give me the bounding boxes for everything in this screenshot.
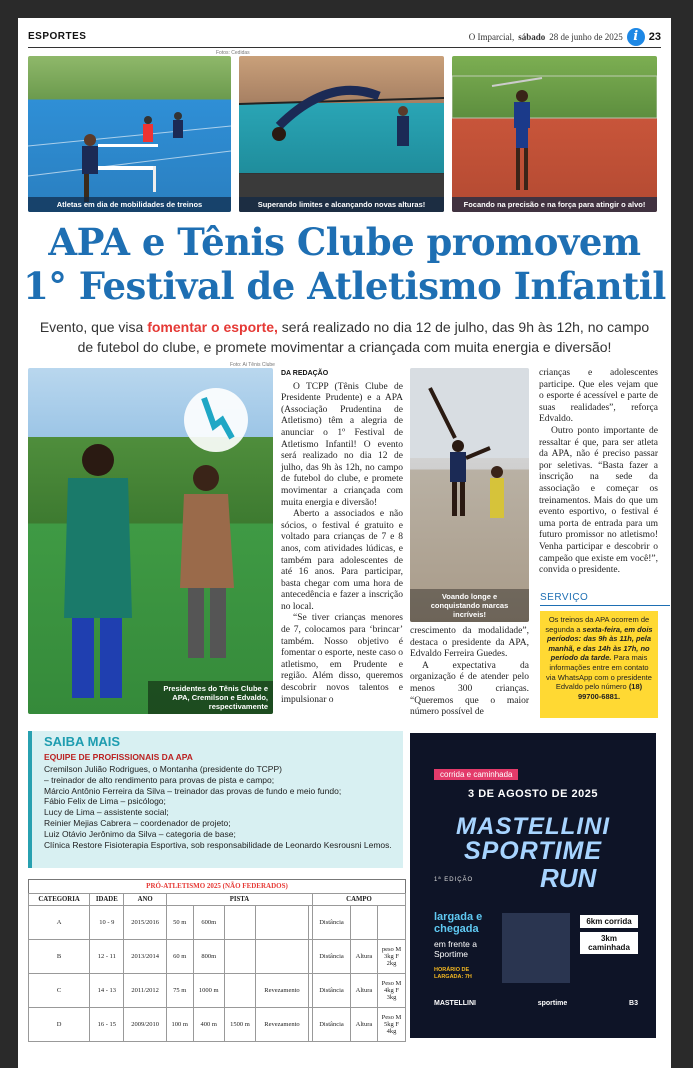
subhead-emphasis: fomentar o esporte,: [147, 319, 278, 335]
ad-logo-b3: B3: [629, 1000, 638, 1007]
ad-pill: corrida e caminhada: [434, 769, 518, 780]
photo-long-jump: [410, 368, 529, 622]
table-cell: Peso M 4kg F 3kg: [378, 974, 406, 1008]
table-cell: 10 - 9: [90, 906, 124, 940]
page-number: 23: [648, 30, 661, 43]
page-header: [28, 26, 661, 48]
saiba-mais-box: [28, 731, 403, 868]
list-item: Reinier Mejias Cabrera – coordenador de projeto;: [44, 817, 231, 828]
ad-logo-mastellini: MASTELLINI: [434, 1000, 476, 1007]
newspaper-logo-icon: i: [627, 28, 645, 46]
table-cell: D: [29, 1008, 90, 1042]
servico-hours: sexta-feira, em dois períodos: das 9h às 11h, pela manhã, e das 14h às 17h, no período da tarde.: [546, 624, 653, 663]
list-item: Fábio Felix de Lima – psicólogo;: [44, 796, 166, 807]
table-cell: 16 - 15: [90, 1008, 124, 1042]
table-cell: 1000 m: [193, 974, 224, 1008]
table-cell: C: [29, 974, 90, 1008]
table-cell: Distância: [313, 940, 351, 974]
advertisement-run[interactable]: [410, 733, 656, 1038]
paragraph: “Se tiver crianças menores de 7, colocamos para ‘brincar’ também. Nosso objetivo é fomentar o esporte, neste caso o atletismo, em Prudente e região. Além disso, queremos descobrir novos talentos e impulsionar o: [281, 613, 403, 705]
table-cell: 100 m: [166, 1008, 193, 1042]
table-cell: Peso M 5kg F 4kg: [378, 1008, 406, 1042]
ad-horario: HORÁRIO DE LARGADA: 7H: [434, 967, 472, 980]
ad-km-6: 6km corrida: [580, 915, 638, 928]
ad-brand-1: MASTELLINI: [456, 813, 610, 840]
servico-contact: Para mais informações entre em contato via WhatsApp com o presidente Edvaldo pelo número: [546, 653, 652, 692]
servico-box: [540, 611, 658, 718]
list-item: Clínica Restore Fisioterapia Esportiva, sob responsabilidade de Leonardo Kesrousni Lemos.: [44, 839, 392, 850]
table-cell: 2013/2014: [124, 940, 166, 974]
photo-javelin: [452, 56, 657, 212]
table-cell: [224, 906, 255, 940]
table-row: [29, 940, 406, 974]
photo-credit: Foto: Ai Tênis Clube: [230, 362, 275, 368]
list-item: Cremilson Julião Rodrigues, o Montanha (presidente do TCPP): [44, 764, 282, 774]
paragraph: A expectativa da organização é de atender pelo menos 300 crianças. “Queremos que o maior número possível de: [410, 660, 529, 718]
table-cell: A: [29, 906, 90, 940]
table-cell: Altura: [350, 1008, 377, 1042]
table-cell: B: [29, 940, 90, 974]
photo-hurdles: [28, 56, 231, 212]
photo-javelin-art: [452, 56, 657, 212]
table-cell: [378, 906, 406, 940]
table-header: CAMPO: [313, 893, 406, 905]
paragraph: Outro ponto importante de ressaltar é que, para ser atleta da APA, não é preciso passar por seletivas. “Basta fazer a inscrição na sede da associação e começar os treinamentos. Mais do que um evento esportivo, o festival é uma porta de entrada para um futuro promissor no atletismo! Venha participar e descobrir o campeão que existe em você!”, convida o presidente.: [539, 425, 658, 576]
paper-name: O Imparcial,: [468, 31, 515, 42]
ad-logo-sportime: sportime: [537, 1000, 568, 1007]
photo-high-jump: [239, 56, 444, 212]
table-cell: 50 m: [166, 906, 193, 940]
section-name: ESPORTES: [28, 31, 87, 42]
headline-line-2: 1° Festival de Atletismo Infantil: [23, 264, 666, 308]
list-item: – treinador de alto rendimento para provas de pista e campo;: [44, 774, 275, 785]
table-header: CATEGORIA: [29, 893, 90, 905]
ad-building-image: [502, 913, 570, 983]
table-cell: [350, 906, 377, 940]
table-cell: 1500 m: [224, 1008, 255, 1042]
table-cell: peso M 3kg F 2kg: [378, 940, 406, 974]
subheadline: [34, 317, 655, 357]
table-cell: Revezamento: [256, 1008, 309, 1042]
table-cell: [224, 974, 255, 1008]
list-item: Márcio Antônio Ferreira da Silva – treinador das provas de fundo e meio fundo;: [44, 785, 342, 796]
table-row: [29, 1008, 406, 1042]
date: 28 de junho de 2025: [549, 31, 623, 42]
ad-km-3: 3km caminhada: [580, 932, 638, 954]
table-cell: 800m: [193, 940, 224, 974]
photo-credit: Fotos: Cedidas: [216, 50, 250, 56]
table-cell: 2015/2016: [124, 906, 166, 940]
ad-distances: [580, 915, 638, 958]
subhead-post: será realizado no dia 12 de julho, das 9h às 12h, no campo de futebol do clube, e promete movimentar a criançada com muita energia e diversão!: [77, 319, 650, 355]
article-column-2: [410, 626, 529, 719]
table-cell: 60 m: [166, 940, 193, 974]
table-cell: Altura: [350, 940, 377, 974]
ad-local: em frente a Sportime: [434, 939, 477, 959]
servico-phone: (18) 99700-6881.: [577, 682, 643, 701]
photo-caption: Presidentes do Tênis Clube e APA, Cremilson e Edvaldo, respectivamente: [148, 681, 273, 714]
saiba-mais-title: SAIBA MAIS: [44, 734, 121, 749]
photo-presidents-art: [28, 368, 273, 714]
photo-caption: Voando longe e conquistando marcas incríveis!: [410, 589, 529, 622]
paragraph: Aberto a associados e não sócios, o festival é gratuito e voltado para crianças de 7 e 8 anos, com atividades lúdicas, e também para adolescentes de até 16 anos. Para participar, basta chegar com uma hora de antecedência e fazer a inscrição no local.: [281, 509, 403, 612]
headline-line-1: APA e Tênis Clube promovem: [48, 220, 641, 264]
ad-brand-3: RUN: [540, 863, 597, 893]
photo-high-jump-art: [239, 56, 444, 212]
table-cell: 2011/2012: [124, 974, 166, 1008]
list-item: Luiz Otávio Jerônimo da Silva – categoria de base;: [44, 828, 236, 839]
table-header: PISTA: [166, 893, 312, 905]
table-cell: 2009/2010: [124, 1008, 166, 1042]
table-cell: Distância: [313, 1008, 351, 1042]
weekday: sábado: [518, 31, 546, 42]
ad-sponsor-logos: [434, 1000, 638, 1007]
photo-caption: Superando limites e alcançando novas alturas!: [239, 197, 444, 212]
photo-long-jump-art: [410, 368, 529, 622]
table-header: IDADE: [90, 893, 124, 905]
table-row: [29, 974, 406, 1008]
table-cell: 14 - 13: [90, 974, 124, 1008]
ad-largada: largada e chegada: [434, 911, 483, 935]
article-column-3: [539, 368, 658, 577]
ad-date: 3 DE AGOSTO DE 2025: [468, 788, 598, 800]
servico-text: Os treinos da APA ocorrem de segunda a: [545, 615, 650, 634]
servico-title: SERVIÇO: [540, 592, 670, 606]
table-cell: Revezamento: [256, 974, 309, 1008]
ad-edition: 1ª EDIÇÃO: [434, 877, 474, 883]
headline: [18, 220, 671, 308]
table-cell: [224, 940, 255, 974]
article-column-1: [281, 368, 403, 706]
table-cell: Distância: [313, 974, 351, 1008]
table-cell: [256, 906, 309, 940]
table-cell: Altura: [350, 974, 377, 1008]
table-cell: 400 m: [193, 1008, 224, 1042]
photo-caption: Focando na precisão e na força para atingir o alvo!: [452, 197, 657, 212]
newspaper-page: [18, 18, 671, 1068]
saiba-mais-subtitle: EQUIPE DE PROFISSIONAIS DA APA: [44, 752, 193, 762]
table-cell: 12 - 11: [90, 940, 124, 974]
table-cell: 75 m: [166, 974, 193, 1008]
table-header: ANO: [124, 893, 166, 905]
ad-brand-2: SPORTIME: [463, 837, 603, 865]
table-title: PRÓ-ATLETISMO 2025 (NÃO FEDERADOS): [146, 882, 288, 891]
category-table: [28, 879, 406, 1042]
byline: DA REDAÇÃO: [281, 370, 329, 377]
photo-hurdles-art: [28, 56, 231, 212]
list-item: Lucy de Lima – assistente social;: [44, 807, 169, 818]
table-cell: 600m: [193, 906, 224, 940]
table-cell: [256, 940, 309, 974]
table-row: [29, 906, 406, 940]
table-cell: Distância: [313, 906, 351, 940]
photo-caption: Atletas em dia de mobilidades de treinos: [28, 197, 231, 212]
photo-presidents: [28, 368, 273, 714]
header-meta: [469, 28, 661, 46]
subhead-pre: Evento, que visa: [39, 319, 148, 335]
paragraph: crianças e adolescentes participe. Que eles vejam que o esporte é acessível e parte de suas realidades”, reforça Edvaldo.: [539, 368, 658, 425]
paragraph: crescimento da modalidade”, destaca o presidente da APA, Edvaldo Ferreira Guedes.: [410, 626, 529, 660]
table-header-row: [29, 893, 406, 905]
paragraph: O TCPP (Tênis Clube de Presidente Prudente) e a APA (Associação Prudentina de Atletismo) têm a alegria de anunciar o 1º Festival de Atletismo Infantil! O evento será realizado no dia 12 de julho, das 9h às 12h, no campo de futebol do clube, e promete movimentar a criançada com muita energia e diversão!: [281, 381, 403, 508]
